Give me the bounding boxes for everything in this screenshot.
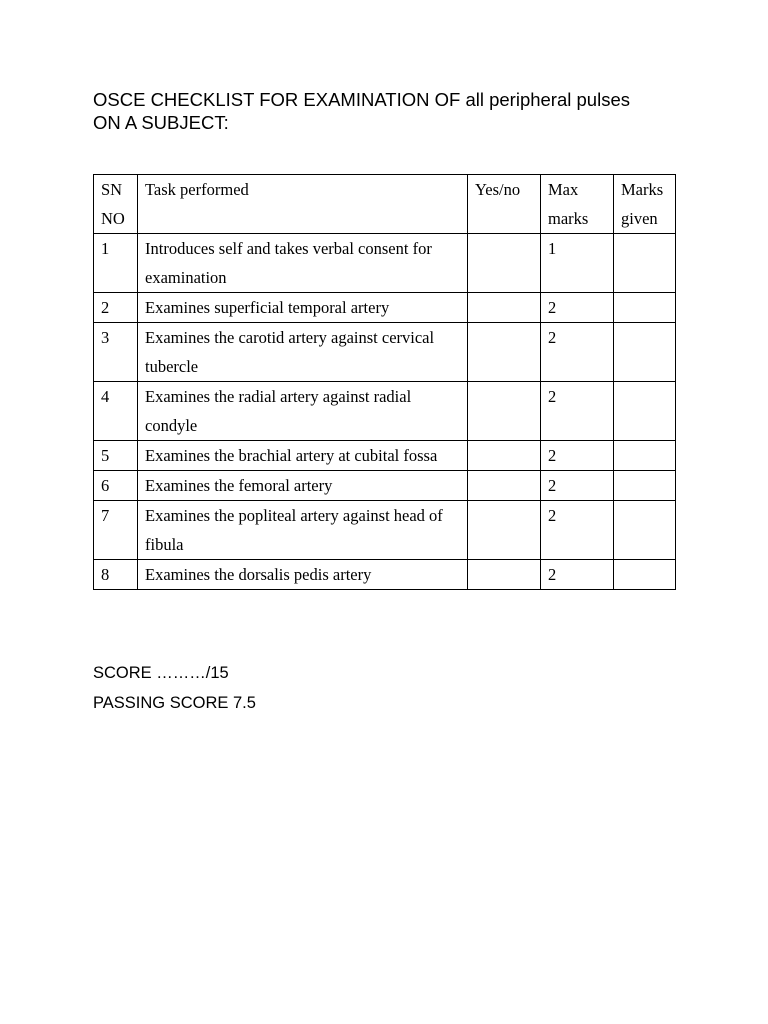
- header-marks-given: Marks given: [614, 175, 676, 234]
- table-row: [94, 501, 676, 560]
- table-row: [94, 382, 676, 441]
- table-row: [94, 471, 676, 501]
- cell-max-marks: 2: [541, 293, 614, 323]
- cell-task: Examines the radial artery against radial condyle: [138, 382, 468, 441]
- cell-sn: 2: [94, 293, 138, 323]
- header-max-marks: Max marks: [541, 175, 614, 234]
- cell-marks-given[interactable]: [614, 471, 676, 501]
- cell-sn: 4: [94, 382, 138, 441]
- cell-marks-given[interactable]: [614, 501, 676, 560]
- cell-task: Examines superficial temporal artery: [138, 293, 468, 323]
- cell-marks-given[interactable]: [614, 382, 676, 441]
- cell-max-marks: 2: [541, 441, 614, 471]
- cell-yes-no[interactable]: [468, 471, 541, 501]
- cell-yes-no[interactable]: [468, 501, 541, 560]
- cell-sn: 1: [94, 234, 138, 293]
- cell-task: Introduces self and takes verbal consent for examination: [138, 234, 468, 293]
- cell-yes-no[interactable]: [468, 382, 541, 441]
- table-row: [94, 234, 676, 293]
- score-line: SCORE ………/15: [93, 664, 229, 682]
- cell-task: Examines the femoral artery: [138, 471, 468, 501]
- cell-max-marks: 2: [541, 471, 614, 501]
- cell-max-marks: 2: [541, 560, 614, 590]
- title-line-2: ON A SUBJECT:: [93, 112, 229, 133]
- cell-task: Examines the dorsalis pedis artery: [138, 560, 468, 590]
- cell-max-marks: 1: [541, 234, 614, 293]
- cell-marks-given[interactable]: [614, 441, 676, 471]
- cell-task: Examines the brachial artery at cubital fossa: [138, 441, 468, 471]
- header-yes-no: Yes/no: [468, 175, 541, 234]
- cell-yes-no[interactable]: [468, 560, 541, 590]
- table-header-row: [94, 175, 676, 234]
- cell-marks-given[interactable]: [614, 234, 676, 293]
- table-row: [94, 293, 676, 323]
- table-row: [94, 323, 676, 382]
- cell-task: Examines the popliteal artery against head of fibula: [138, 501, 468, 560]
- table-row: [94, 560, 676, 590]
- title-line-1: OSCE CHECKLIST FOR EXAMINATION OF all peripheral pulses: [93, 89, 630, 110]
- cell-sn: 7: [94, 501, 138, 560]
- score-section: [93, 658, 256, 718]
- cell-max-marks: 2: [541, 382, 614, 441]
- cell-yes-no[interactable]: [468, 323, 541, 382]
- header-task: Task performed: [138, 175, 468, 234]
- checklist-table: [93, 174, 676, 590]
- cell-marks-given[interactable]: [614, 323, 676, 382]
- cell-yes-no[interactable]: [468, 293, 541, 323]
- cell-sn: 3: [94, 323, 138, 382]
- cell-max-marks: 2: [541, 501, 614, 560]
- cell-yes-no[interactable]: [468, 441, 541, 471]
- cell-sn: 8: [94, 560, 138, 590]
- header-sn: SN NO: [94, 175, 138, 234]
- cell-sn: 5: [94, 441, 138, 471]
- cell-marks-given[interactable]: [614, 560, 676, 590]
- passing-score-line: PASSING SCORE 7.5: [93, 694, 256, 712]
- cell-marks-given[interactable]: [614, 293, 676, 323]
- cell-sn: 6: [94, 471, 138, 501]
- cell-task: Examines the carotid artery against cervical tubercle: [138, 323, 468, 382]
- cell-yes-no[interactable]: [468, 234, 541, 293]
- cell-max-marks: 2: [541, 323, 614, 382]
- table-row: [94, 441, 676, 471]
- page-title: [93, 88, 693, 134]
